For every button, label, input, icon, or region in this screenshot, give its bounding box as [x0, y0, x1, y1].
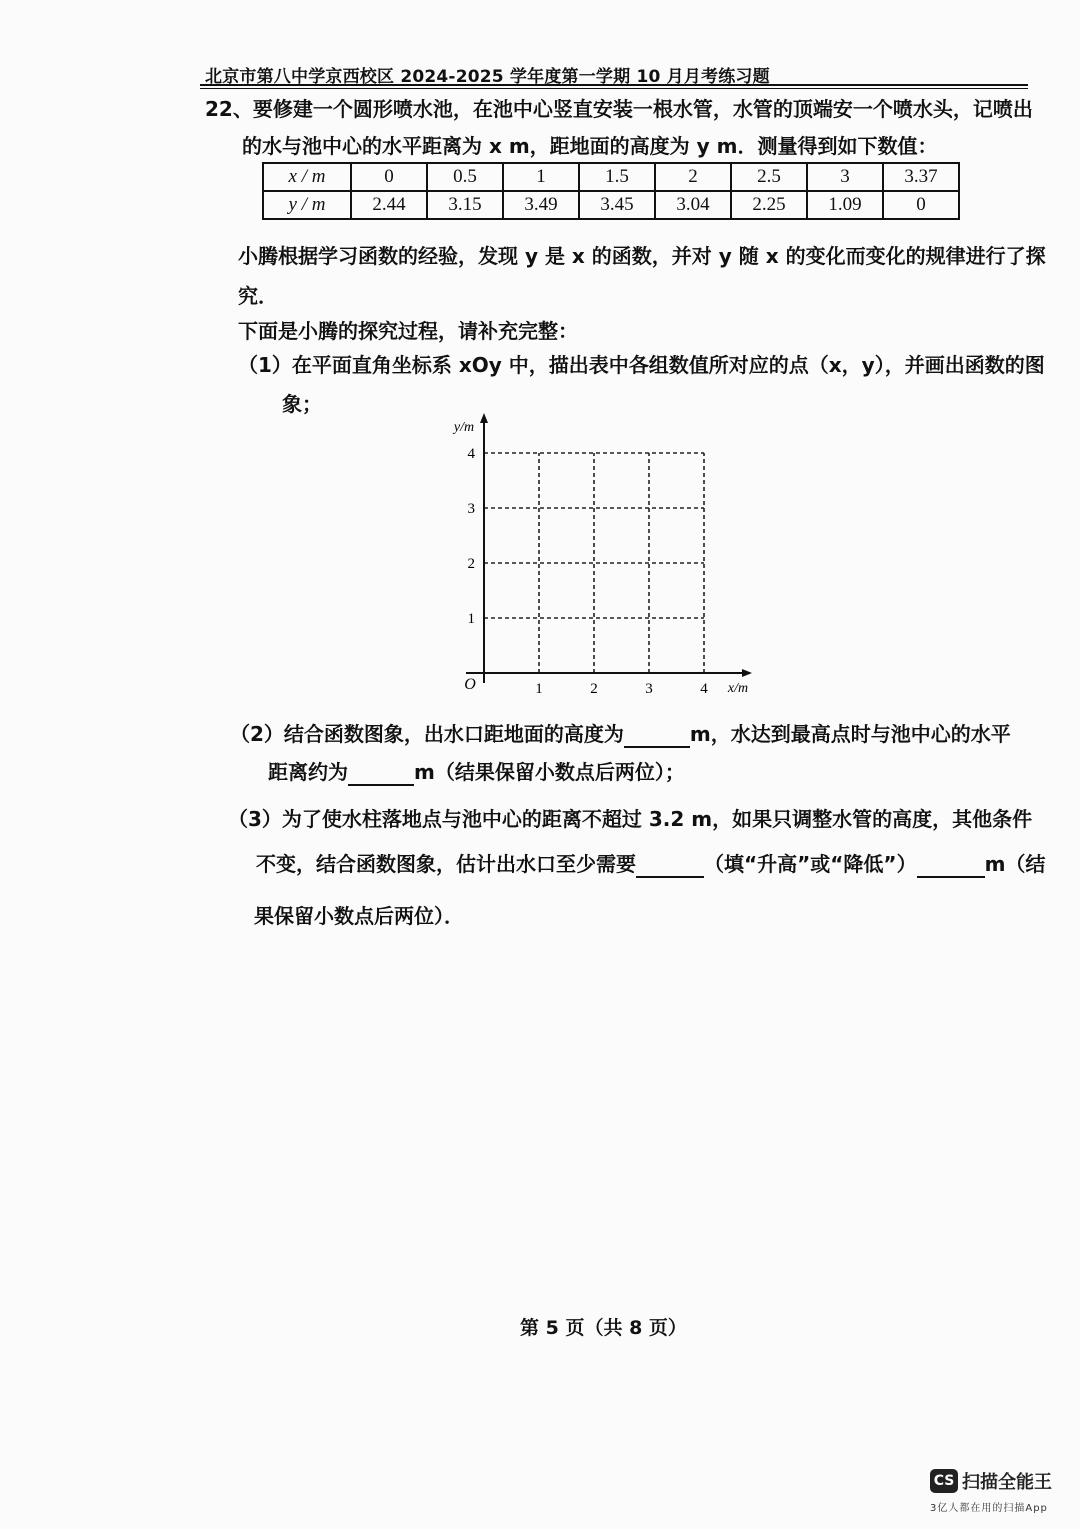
table-cell: 2	[655, 163, 731, 191]
part-3-text-a: 不变，结合函数图象，估计出水口至少需要	[256, 852, 636, 876]
table-cell: 3.49	[503, 191, 579, 219]
table-header-x: x / m	[263, 163, 351, 191]
exam-header: 北京市第八中学京西校区 2024-2025 学年度第一学期 10 月月考练习题	[205, 67, 770, 87]
x-tick-label: 3	[645, 681, 653, 697]
table-row-x	[263, 163, 959, 191]
camscanner-logo-icon: CS	[930, 1469, 958, 1493]
part-3-text-b: （填“升高”或“降低”）	[704, 852, 917, 876]
table-cell: 1.5	[579, 163, 655, 191]
table-cell: 1	[503, 163, 579, 191]
answer-blank-outlet-height[interactable]	[624, 722, 690, 748]
table-cell: 2.44	[351, 191, 427, 219]
watermark-tagline: 3亿人都在用的扫描App	[930, 1503, 1048, 1514]
part-2-line-1	[230, 718, 1011, 748]
x-tick-label: 4	[700, 681, 708, 697]
x-axis-label: x/m	[727, 681, 749, 696]
table-cell: 3.37	[883, 163, 959, 191]
header-divider-thin	[200, 88, 1028, 89]
exploration-text-line-1: 小腾根据学习函数的经验，发现 y 是 x 的函数，并对 y 随 x 的变化而变化的规律进行了探	[238, 244, 1046, 268]
part-1-line-1: （1）在平面直角坐标系 xOy 中，描出表中各组数值所对应的点（x，y），并画出函数的图	[238, 353, 1045, 377]
part-3-line-3: 果保留小数点后两位）．	[254, 904, 464, 928]
table-row-y	[263, 191, 959, 219]
y-axis-label: y/m	[453, 420, 475, 435]
answer-blank-direction[interactable]	[636, 852, 704, 878]
instruction-text: 下面是小腾的探究过程，请补充完整：	[238, 319, 578, 343]
scanner-watermark	[930, 1468, 1052, 1514]
part-2-text-b: m，水达到最高点时与池中心的水平	[689, 722, 1011, 746]
question-number: 22、	[205, 97, 253, 121]
part-2-line-2	[268, 756, 685, 786]
table-header-y: y / m	[263, 191, 351, 219]
x-tick-label: 2	[590, 681, 598, 697]
part-2-text-a: （2）结合函数图象，出水口距地面的高度为	[230, 722, 624, 746]
page-number: 第 5 页（共 8 页）	[520, 1317, 687, 1339]
coordinate-grid	[440, 410, 760, 700]
answer-blank-peak-distance[interactable]	[348, 760, 414, 786]
y-axis-arrow	[480, 413, 488, 423]
question-intro-line-2: 的水与池中心的水平距离为 x m，距地面的高度为 y m．测量得到如下数值：	[242, 134, 938, 158]
table-cell: 3.04	[655, 191, 731, 219]
y-tick-label: 3	[467, 501, 475, 517]
answer-blank-adjustment[interactable]	[917, 852, 985, 878]
y-tick-label: 4	[467, 446, 475, 462]
header-divider	[200, 84, 1028, 86]
data-table	[262, 162, 960, 220]
table-cell: 0	[883, 191, 959, 219]
table-cell: 2.25	[731, 191, 807, 219]
y-tick-label: 1	[467, 611, 475, 627]
part-3-text-c: m（结	[984, 852, 1046, 876]
part-2-text-d: m（结果保留小数点后两位）；	[414, 760, 685, 784]
table-cell: 2.5	[731, 163, 807, 191]
table-cell: 1.09	[807, 191, 883, 219]
part-3-line-1: （3）为了使水柱落地点与池中心的距离不超过 3.2 m，如果只调整水管的高度，其他条件	[228, 807, 1033, 831]
question-intro-line-1	[205, 93, 1033, 122]
part-1-line-2: 象；	[282, 392, 322, 416]
table-cell: 3.15	[427, 191, 503, 219]
part-2-text-c: 距离约为	[268, 760, 348, 784]
table-cell: 0.5	[427, 163, 503, 191]
table-cell: 3	[807, 163, 883, 191]
table-cell: 3.45	[579, 191, 655, 219]
y-tick-label: 2	[467, 556, 475, 572]
part-3-line-2	[256, 848, 1045, 878]
table-cell: 0	[351, 163, 427, 191]
watermark-name: 扫描全能王	[962, 1472, 1052, 1493]
x-tick-label: 1	[535, 681, 543, 697]
origin-label: O	[464, 676, 476, 693]
x-axis-arrow	[742, 669, 752, 677]
exploration-text-line-2: 究．	[238, 284, 278, 308]
intro-text-1: 要修建一个圆形喷水池，在池中心竖直安装一根水管，水管的顶端安一个喷水头，记喷出	[252, 97, 1033, 121]
